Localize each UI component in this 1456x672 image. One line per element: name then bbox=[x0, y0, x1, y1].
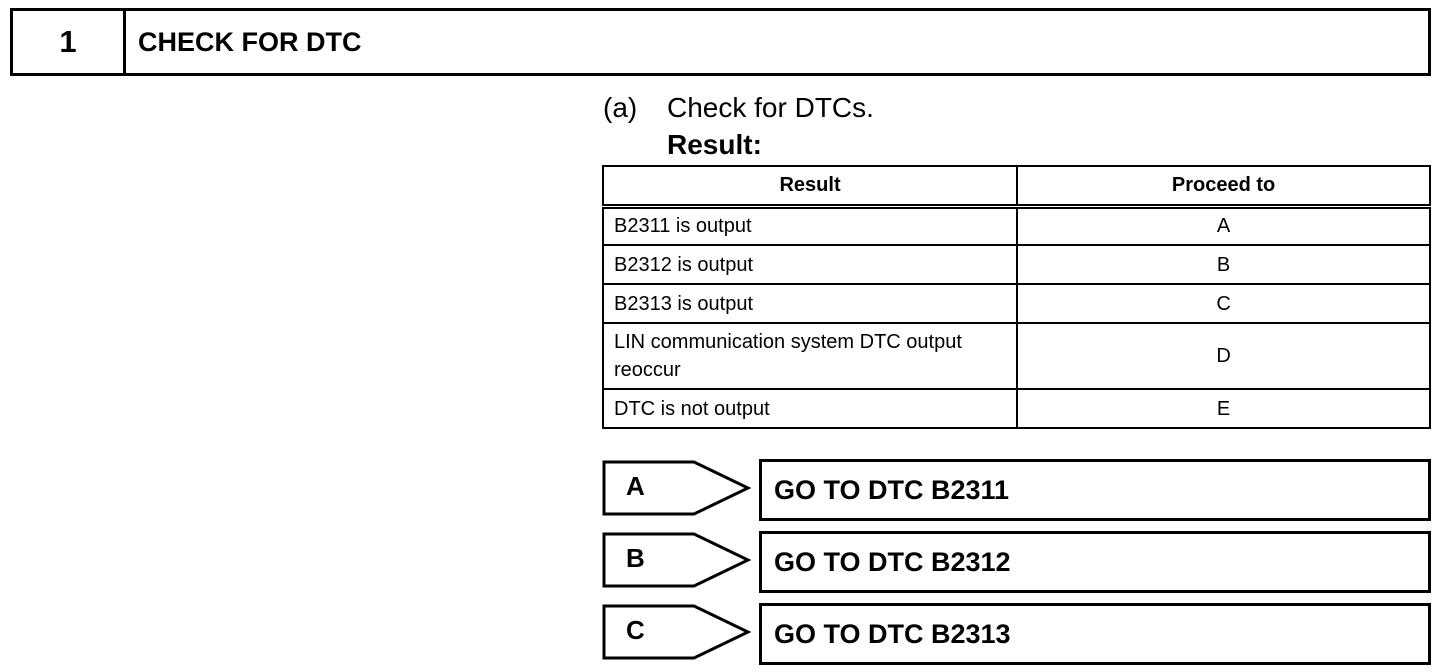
branch-arrow-icon bbox=[602, 604, 752, 660]
branch-letter: C bbox=[626, 615, 645, 645]
branch-action[interactable]: GO TO DTC B2312 bbox=[759, 531, 1431, 593]
column-header-proceed-to: Proceed to bbox=[1017, 166, 1430, 206]
result-cell: B2312 is output bbox=[603, 245, 1017, 284]
table-row bbox=[603, 245, 1430, 284]
table-row bbox=[603, 284, 1430, 323]
proceed-cell: E bbox=[1017, 389, 1430, 428]
proceed-cell: B bbox=[1017, 245, 1430, 284]
instruction bbox=[603, 90, 874, 126]
table-row bbox=[603, 206, 1430, 245]
result-cell: DTC is not output bbox=[603, 389, 1017, 428]
branch-arrow-icon bbox=[602, 460, 752, 516]
table-row bbox=[603, 389, 1430, 428]
result-heading: Result: bbox=[667, 129, 762, 160]
step-title: CHECK FOR DTC bbox=[138, 26, 362, 57]
result-table bbox=[602, 165, 1431, 429]
result-cell: LIN communication system DTC output reoccur bbox=[603, 323, 1017, 389]
result-cell: B2313 is output bbox=[603, 284, 1017, 323]
step-header bbox=[10, 8, 1431, 76]
step-number: 1 bbox=[13, 11, 126, 73]
proceed-cell: C bbox=[1017, 284, 1430, 323]
result-cell: B2311 is output bbox=[603, 206, 1017, 245]
table-row bbox=[603, 323, 1430, 389]
proceed-cell: A bbox=[1017, 206, 1430, 245]
column-header-result: Result bbox=[603, 166, 1017, 206]
instruction-text: Check for DTCs. bbox=[667, 92, 874, 123]
proceed-cell: D bbox=[1017, 323, 1430, 389]
branch-action[interactable]: GO TO DTC B2313 bbox=[759, 603, 1431, 665]
branch-arrow-icon bbox=[602, 532, 752, 588]
branch-letter: B bbox=[626, 543, 645, 573]
table-header-row bbox=[603, 166, 1430, 206]
branch-c bbox=[602, 603, 1432, 665]
branch-action[interactable]: GO TO DTC B2311 bbox=[759, 459, 1431, 521]
branch-b bbox=[602, 531, 1432, 593]
instruction-marker: (a) bbox=[603, 92, 638, 123]
branch-letter: A bbox=[626, 471, 645, 501]
branch-a bbox=[602, 459, 1432, 521]
